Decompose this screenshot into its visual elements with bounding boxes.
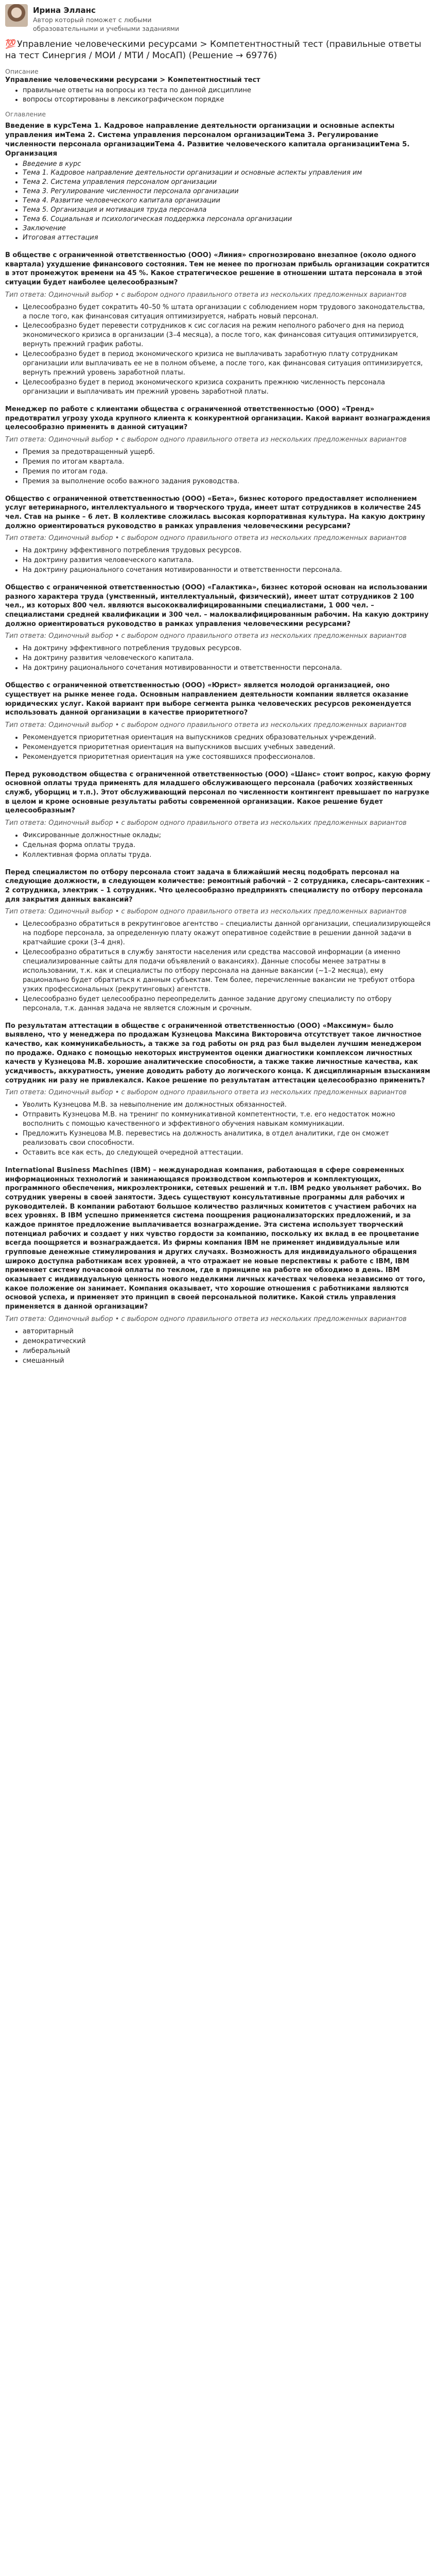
answer-option: • На доктрину рационального сочетания мотивированности и ответственности персонала.: [23, 664, 431, 673]
author-card: [5, 4, 431, 33]
toc-item[interactable]: • Тема 1. Кадровое направление деятельности организации и основные аспекты управления им: [23, 168, 431, 178]
question-block: [5, 1022, 431, 1158]
toc-heading: Введение в курсТема 1. Кадровое направление деятельности организации и основные аспекты управления имТема 2. Система управления персоналом организацииТема 3. Регулирование численности персонала организацииТема 4. Развитие человеческого капитала организацииТема 5. Организация: [5, 122, 410, 158]
toc-item[interactable]: • Тема 5. Организация и мотивация труда персонала: [23, 206, 431, 215]
toc-item[interactable]: • Тема 4. Развитие человеческого капитала организации: [23, 196, 431, 206]
answer-option: • На доктрину развития человеческого капитала.: [23, 654, 431, 663]
toc-item[interactable]: • Итоговая аттестация: [23, 233, 431, 243]
answer-options: [5, 448, 431, 486]
toc-item[interactable]: • Введение в курс: [23, 160, 431, 169]
author-description: Автор который поможет с любыми образовательными и учебными заданиями: [33, 15, 179, 32]
question-list: [5, 251, 431, 1366]
answer-option: • Целесообразно обратиться в службу занятости населения или средства массовой информации (а именно специализированные сайты для подачи объявлений о вакансиях). Данные способы менее затратны в использовании, т.к. как и специалисты по отбору персонала на данные вакансии (~1–2 месяца), ему рационально будет обратиться к данным субъектам. Тем более, перечисленные вакансии не требуют отбора узких профессиональных (рекрутинговых) агентств.: [23, 948, 431, 994]
question-block: [5, 868, 431, 1013]
answer-option: • Целесообразно будет сократить 40–50 % штата организации с соблюдением норм трудового законодательства, а после того, как финансовая ситуация оптимизируется, набрать новый персонал.: [23, 303, 431, 321]
answer-option: • На доктрину развития человеческого капитала.: [23, 556, 431, 565]
answer-options: [5, 920, 431, 1013]
answer-option: • Уволить Кузнецова М.В. за невыполнение им должностных обязанностей.: [23, 1100, 431, 1110]
question-block: [5, 583, 431, 673]
answer-type: Тип ответа: Одиночный выбор • с выбором одного правильного ответа из нескольких предложенных вариантов: [5, 534, 407, 543]
answer-option: • Рекомендуется приоритетная ориентация на выпускников средних образовательных учреждений.: [23, 733, 431, 742]
question-text: Общество с ограниченной ответственностью (ООО) «Галактика», бизнес которой основан на использовании разного характера труда (умственный, интеллектуальный, физический), имеет штат сотрудников 2 100 чел., из которых 800 чел. являются высококвалифицированными специалистами, 1 000 чел. – специалистами средней квалификации и 300 чел. – малоквалифицированным рабочим. На какую доктрину должно ориентироваться руководство в рамках управления человеческими ресурсами?: [5, 584, 429, 628]
answer-option: • либеральный: [23, 1347, 431, 1356]
answer-options: [5, 733, 431, 762]
question-block: [5, 1166, 431, 1365]
answer-option: • Целесообразно будет в период экономического кризиса не выплачивать заработную плату сотрудникам организации или выплачивать ее не в полном объеме, а после того, как финансовая ситуация оптимизируется, вернуть прежний уровень заработной платы.: [23, 350, 431, 378]
answer-type: Тип ответа: Одиночный выбор • с выбором одного правильного ответа из нескольких предложенных вариантов: [5, 632, 407, 640]
answer-type: Тип ответа: Одиночный выбор • с выбором одного правильного ответа из нескольких предложенных вариантов: [5, 721, 407, 729]
answer-option: • На доктрину эффективного потребления трудовых ресурсов.: [23, 546, 431, 555]
answer-options: [5, 303, 431, 397]
toc-label: Оглавление: [5, 110, 46, 118]
question-text: Общество с ограниченной ответственностью (ООО) «Бета», бизнес которого предоставляет исполнением услуг ветеринарного, интеллектуального и творческого труда, имеет штат сотрудников в количестве 245 чел. Став на рынке – 6 лет. В коллективе сложилась высокая корпоративная культура. На какую доктрину должно ориентироваться руководство в рамках управления человеческими ресурсами?: [5, 495, 425, 530]
description-item: • правильные ответы на вопросы из теста по данной дисциплине: [23, 86, 431, 95]
description-item: • вопросы отсортированы в лексикографическом порядке: [23, 95, 431, 105]
answer-option: • Рекомендуется приоритетная ориентация на выпускников высших учебных заведений.: [23, 743, 431, 752]
answer-options: [5, 831, 431, 860]
answer-option: • На доктрину рационального сочетания мотивированности и ответственности персонала.: [23, 566, 431, 575]
toc-item[interactable]: • Тема 6. Социальная и психологическая поддержка персонала организации: [23, 215, 431, 224]
page-title-text: Управление человеческими ресурсами > Компетентностный тест (правильные ответы на тест Синергия / МОИ / МТИ / МосАП) (Решение → 69776): [5, 39, 422, 61]
question-block: [5, 770, 431, 860]
description-label: Описание: [5, 67, 39, 75]
toc-item[interactable]: • Тема 2. Система управления персоналом организации: [23, 178, 431, 187]
question-block: [5, 251, 431, 397]
answer-option: • Премия по итогам года.: [23, 467, 431, 477]
question-block: [5, 495, 431, 575]
answer-option: • авторитарный: [23, 1327, 431, 1336]
question-text: В обществе с ограниченной ответственностью (ООО) «Линия» спрогнозировано внезапное (около одного квартала) ухудшение финансового состояния. Тем не менее по прогнозам прибыль организации сократится в этот промежуток времени на 45 %. Какое стратегическое решение в отношении штата персонала в этой ситуации будет наиболее целесообразным?: [5, 251, 430, 286]
answer-options: [5, 1327, 431, 1366]
answer-option: • На доктрину эффективного потребления трудовых ресурсов.: [23, 644, 431, 653]
question-block: [5, 405, 431, 486]
question-text: International Business Machines (IBM) – международная компания, работающая в сфере современных информационных технологий и занимающаяся производством компьютеров и комплектующих, программного обеспечения, микроэлектроники, сетевых решений и т.п. IBM редко увольняет рабочих. Во сотрудник уверены в своей занятости. Здесь существуют консультативные программы для рабочих и руководителей. В компании работают большое количество различных комитетов с участием рабочих на всех уровнях. В IBM успешно применяется система поощрения рационализаторских предложений, и за каждое принятое предложение выплачивается вознаграждение. Эта система использует творческий потенциал рабочих и создает у них чувство гордости за компанию, поскольку их вклад в ее процветание всегда поощряется и вознаграждается. Из фирмы компания IBM не применяет индивидуальные или групповые денежные стимулирования и других случаях. Возможность для индивидуального обращения широко доступна работникам всех уровней, а что отражает не новые перспективы к работе с IBM, IBM применяет систему почасовой оплаты по теклом, где в принципе на работе не обходимо в день. IBM оказывает с индивидуальную ценность нового неделкими личных качествах человека независимо от того, какое положение он занимает. Компания оказывает, что хорошие отношения с работниками являются основой успеха, и применяет это принцип в своей персональной политике. Какой стиль управления применяется в данной организации?: [5, 1166, 426, 1311]
answer-option: • смешанный: [23, 1357, 431, 1366]
answer-options: [5, 1100, 431, 1158]
answer-option: • Целесообразно будет перевести сотрудников к сис согласия на режим неполного рабочего дня на период экономического кризиса в организации (3–4 месяца), а после того, как финансовая ситуация оптимизируется, вернуть прежний график работы.: [23, 321, 431, 349]
answer-options: [5, 546, 431, 575]
answer-option: • Рекомендуется приоритетная ориентация на уже состоявшихся профессионалов.: [23, 753, 431, 762]
answer-type: Тип ответа: Одиночный выбор • с выбором одного правильного ответа из нескольких предложенных вариантов: [5, 1315, 407, 1323]
answer-type: Тип ответа: Одиночный выбор • с выбором одного правильного ответа из нескольких предложенных вариантов: [5, 1089, 407, 1097]
answer-type: Тип ответа: Одиночный выбор • с выбором одного правильного ответа из нескольких предложенных вариантов: [5, 908, 407, 916]
answer-options: [5, 644, 431, 673]
question-block: [5, 681, 431, 761]
answer-option: • демократический: [23, 1337, 431, 1346]
answer-option: • Сдельная форма оплаты труда.: [23, 841, 431, 850]
question-text: Общество с ограниченной ответственностью (ООО) «Юрист» является молодой организацией, оно существует на рынке менее года. Основным направлением деятельности компании является оказание юридических услуг. Какой вариант при выборе сегмента рынка человеческих ресурсов рекомендуется использовать данной организации в качестве приоритетного?: [5, 682, 411, 717]
avatar[interactable]: [5, 4, 28, 27]
answer-option: • Отправить Кузнецова М.В. на тренинг по коммуникативной компетентности, т.е. его недостаток можно восполнить с помощью качественного и эффективного обучения навыкам коммуникации.: [23, 1110, 431, 1129]
toc-item[interactable]: • Тема 3. Регулирование численности персонала организации: [23, 187, 431, 196]
author-info: [33, 4, 187, 33]
question-text: Перед специалистом по отбору персонала стоит задача в ближайший месяц подобрать персонал на следующие должности, в следующем количестве: ремонтный рабочий – 2 сотрудника, слесарь-сантехник – 2 сотрудника, электрик – 1 сотрудник. Что целесообразно предпринять специалисту по отбору персонала для закрытия данных вакансий?: [5, 868, 430, 904]
question-text: По результатам аттестации в обществе с ограниченной ответственностью (ООО) «Максимум» было выявлено, что у менеджера по продажам Кузнецова Максима Викторовича отсутствует такое личностное качество, как коммуникабельность, а также за год работы он ряд раз был выделен лучшим менеджером по продаже. Однако с помощью некоторых инструментов оценки диагностики комплексом личностных качеств у Кузнецова М.В. хорошие аналитические способности, а также такие личностные качества, как усидчивость, аккуратность, умение доводить работу до логического конца. К дисциплинарным взысканиям сотрудник ни разу не привлекался. Какое решение по результатам аттестации целесообразно применить?: [5, 1022, 430, 1084]
answer-option: • Коллективная форма оплаты труда.: [23, 851, 431, 860]
answer-type: Тип ответа: Одиночный выбор • с выбором одного правильного ответа из нескольких предложенных вариантов: [5, 435, 407, 444]
toc-list: [5, 160, 431, 243]
answer-option: • Оставить все как есть, до следующей очередной аттестации.: [23, 1148, 431, 1158]
description-title: Управление человеческими ресурсами > Компетентностный тест: [5, 76, 260, 84]
author-name[interactable]: Ирина Элланс: [33, 6, 96, 15]
answer-option: • Фиксированные должностные оклады;: [23, 831, 431, 840]
checklist-icon: 💯: [5, 39, 16, 50]
question-text: Перед руководством общества с ограниченной ответственностью (ООО) «Шанс» стоит вопрос, какую форму основной оплаты труда применять для младшего обслуживающего персонала (рабочих хозяйственных служб, уборщиц и т.п.). Этот обслуживающий персонал по численности контингент превышает по нагрузке в целом и кроме основные результаты работы современной организации. Какое решение будет целесообразным?: [5, 770, 431, 815]
question-text: Менеджер по работе с клиентами общества с ограниченной ответственностью (ООО) «Тренд» предотвратил угрозу ухода крупного клиента к конкурентной организации. Какой вариант вознаграждения целесообразно применить в данной ситуации?: [5, 405, 430, 432]
answer-option: • Целесообразно будет в период экономического кризиса сохранить прежнюю численность персонала организации и выплачивать им прежний уровень заработной платы.: [23, 378, 431, 397]
toc-item[interactable]: • Заключение: [23, 224, 431, 233]
answer-option: • Премия за выполнение особо важного задания руководства.: [23, 477, 431, 486]
answer-type: Тип ответа: Одиночный выбор • с выбором одного правильного ответа из нескольких предложенных вариантов: [5, 819, 407, 827]
page-title: [5, 39, 431, 62]
answer-option: • Предложить Кузнецова М.В. перевестись на должность аналитика, в отдел аналитики, где он сможет реализовать свои способности.: [23, 1129, 431, 1148]
answer-option: • Целесообразно будет целесообразно переопределить данное задание другому специалисту по отбору персонала, т.к. данная задача не является сложным и срочным.: [23, 995, 431, 1013]
answer-option: • Целесообразно обратиться в рекрутинговое агентство – специалисты данной организации, специализирующейся на подборе персонала, за определенную плату окажут оперативное содействие в решении данной задачи в кратчайшие сроки (3–4 дня).: [23, 920, 431, 947]
answer-option: • Премия за предотвращенный ущерб.: [23, 448, 431, 457]
answer-type: Тип ответа: Одиночный выбор • с выбором одного правильного ответа из нескольких предложенных вариантов: [5, 291, 407, 299]
description-list: [5, 86, 431, 105]
answer-option: • Премия по итогам квартала.: [23, 457, 431, 467]
